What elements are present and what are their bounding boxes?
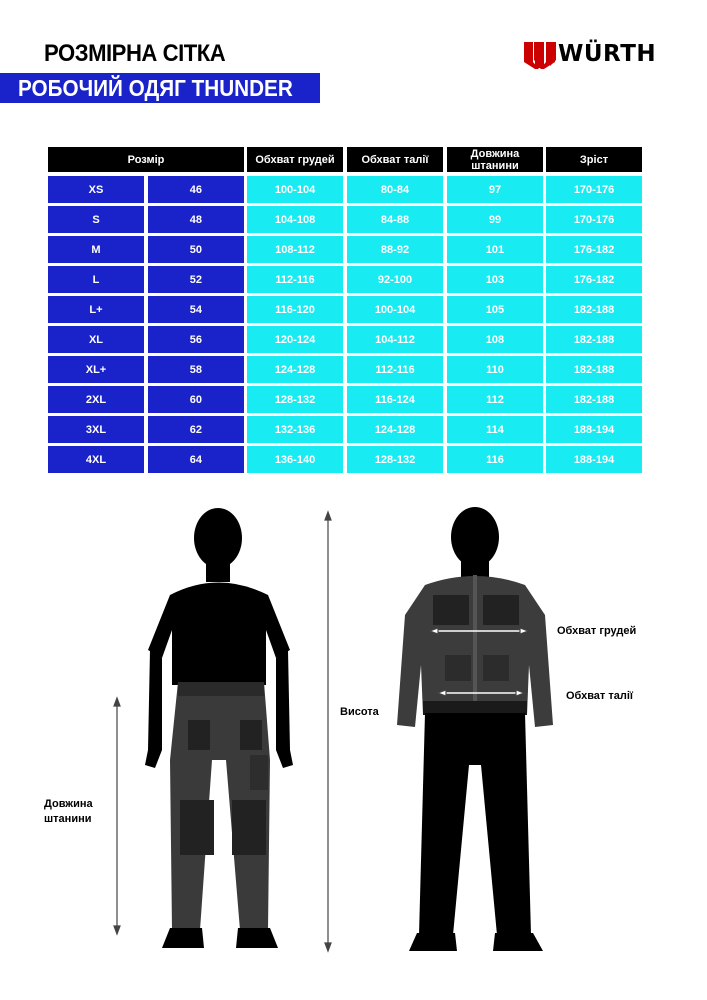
chest-cell: 112-116 — [247, 266, 343, 293]
chest-cell: 128-132 — [247, 386, 343, 413]
waist-cell: 128-132 — [347, 446, 443, 473]
chest-cell: 108-112 — [247, 236, 343, 263]
height-cell: 182-188 — [546, 356, 642, 383]
size-number-cell: 48 — [148, 206, 244, 233]
size-label-cell: 3XL — [48, 416, 144, 443]
header-waist: Обхват талії — [347, 147, 443, 172]
height-cell: 182-188 — [546, 296, 642, 323]
header-length-line2: штанини — [471, 159, 519, 172]
size-label-cell: M — [48, 236, 144, 263]
size-label-cell: XL+ — [48, 356, 144, 383]
size-number-cell: 60 — [148, 386, 244, 413]
height-cell: 170-176 — [546, 176, 642, 203]
length-cell: 110 — [447, 356, 543, 383]
brand-name: WÜRTH — [558, 41, 657, 67]
height-cell: 188-194 — [546, 416, 642, 443]
waist-cell: 116-124 — [347, 386, 443, 413]
size-number-cell: 62 — [148, 416, 244, 443]
waist-cell: 124-128 — [347, 416, 443, 443]
header-chest: Обхват грудей — [247, 147, 343, 172]
size-label-cell: XL — [48, 326, 144, 353]
header-height: Зріст — [546, 147, 642, 172]
size-number-cell: 52 — [148, 266, 244, 293]
header-length-line1: Довжина — [470, 147, 520, 160]
size-label-cell: S — [48, 206, 144, 233]
chest-cell: 104-108 — [247, 206, 343, 233]
waist-cell: 84-88 — [347, 206, 443, 233]
page-title: РОЗМІРНА СІТКА — [44, 40, 226, 67]
size-label-cell: L — [48, 266, 144, 293]
height-cell: 188-194 — [546, 446, 642, 473]
size-number-cell: 64 — [148, 446, 244, 473]
waist-cell: 88-92 — [347, 236, 443, 263]
height-cell: 176-182 — [546, 236, 642, 263]
chest-cell: 136-140 — [247, 446, 343, 473]
size-label-cell: 2XL — [48, 386, 144, 413]
size-number-cell: 56 — [148, 326, 244, 353]
height-label: Висота — [340, 706, 379, 718]
size-number-cell: 54 — [148, 296, 244, 323]
chest-label: Обхват грудей — [557, 625, 637, 637]
waist-cell: 92-100 — [347, 266, 443, 293]
chest-cell: 132-136 — [247, 416, 343, 443]
length-cell: 108 — [447, 326, 543, 353]
length-cell: 99 — [447, 206, 543, 233]
length-cell: 97 — [447, 176, 543, 203]
waist-cell: 104-112 — [347, 326, 443, 353]
header-size: Розмір — [48, 147, 244, 172]
chest-cell: 120-124 — [247, 326, 343, 353]
size-number-cell: 46 — [148, 176, 244, 203]
page-subtitle: РОБОЧИЙ ОДЯГ THUNDER — [18, 75, 293, 101]
chest-cell: 116-120 — [247, 296, 343, 323]
size-label-cell: XS — [48, 176, 144, 203]
length-cell: 112 — [447, 386, 543, 413]
height-cell: 176-182 — [546, 266, 642, 293]
height-cell: 182-188 — [546, 326, 642, 353]
length-cell: 116 — [447, 446, 543, 473]
size-number-cell: 50 — [148, 236, 244, 263]
size-number-cell: 58 — [148, 356, 244, 383]
inseam-label: Довжина штанини — [44, 798, 93, 825]
length-cell: 103 — [447, 266, 543, 293]
size-label-cell: L+ — [48, 296, 144, 323]
length-cell: 105 — [447, 296, 543, 323]
waist-label: Обхват талії — [566, 690, 634, 702]
height-cell: 170-176 — [546, 206, 642, 233]
length-cell: 101 — [447, 236, 543, 263]
size-label-cell: 4XL — [48, 446, 144, 473]
length-cell: 114 — [447, 416, 543, 443]
chest-cell: 124-128 — [247, 356, 343, 383]
height-cell: 182-188 — [546, 386, 642, 413]
waist-cell: 80-84 — [347, 176, 443, 203]
waist-cell: 100-104 — [347, 296, 443, 323]
chest-cell: 100-104 — [247, 176, 343, 203]
waist-cell: 112-116 — [347, 356, 443, 383]
